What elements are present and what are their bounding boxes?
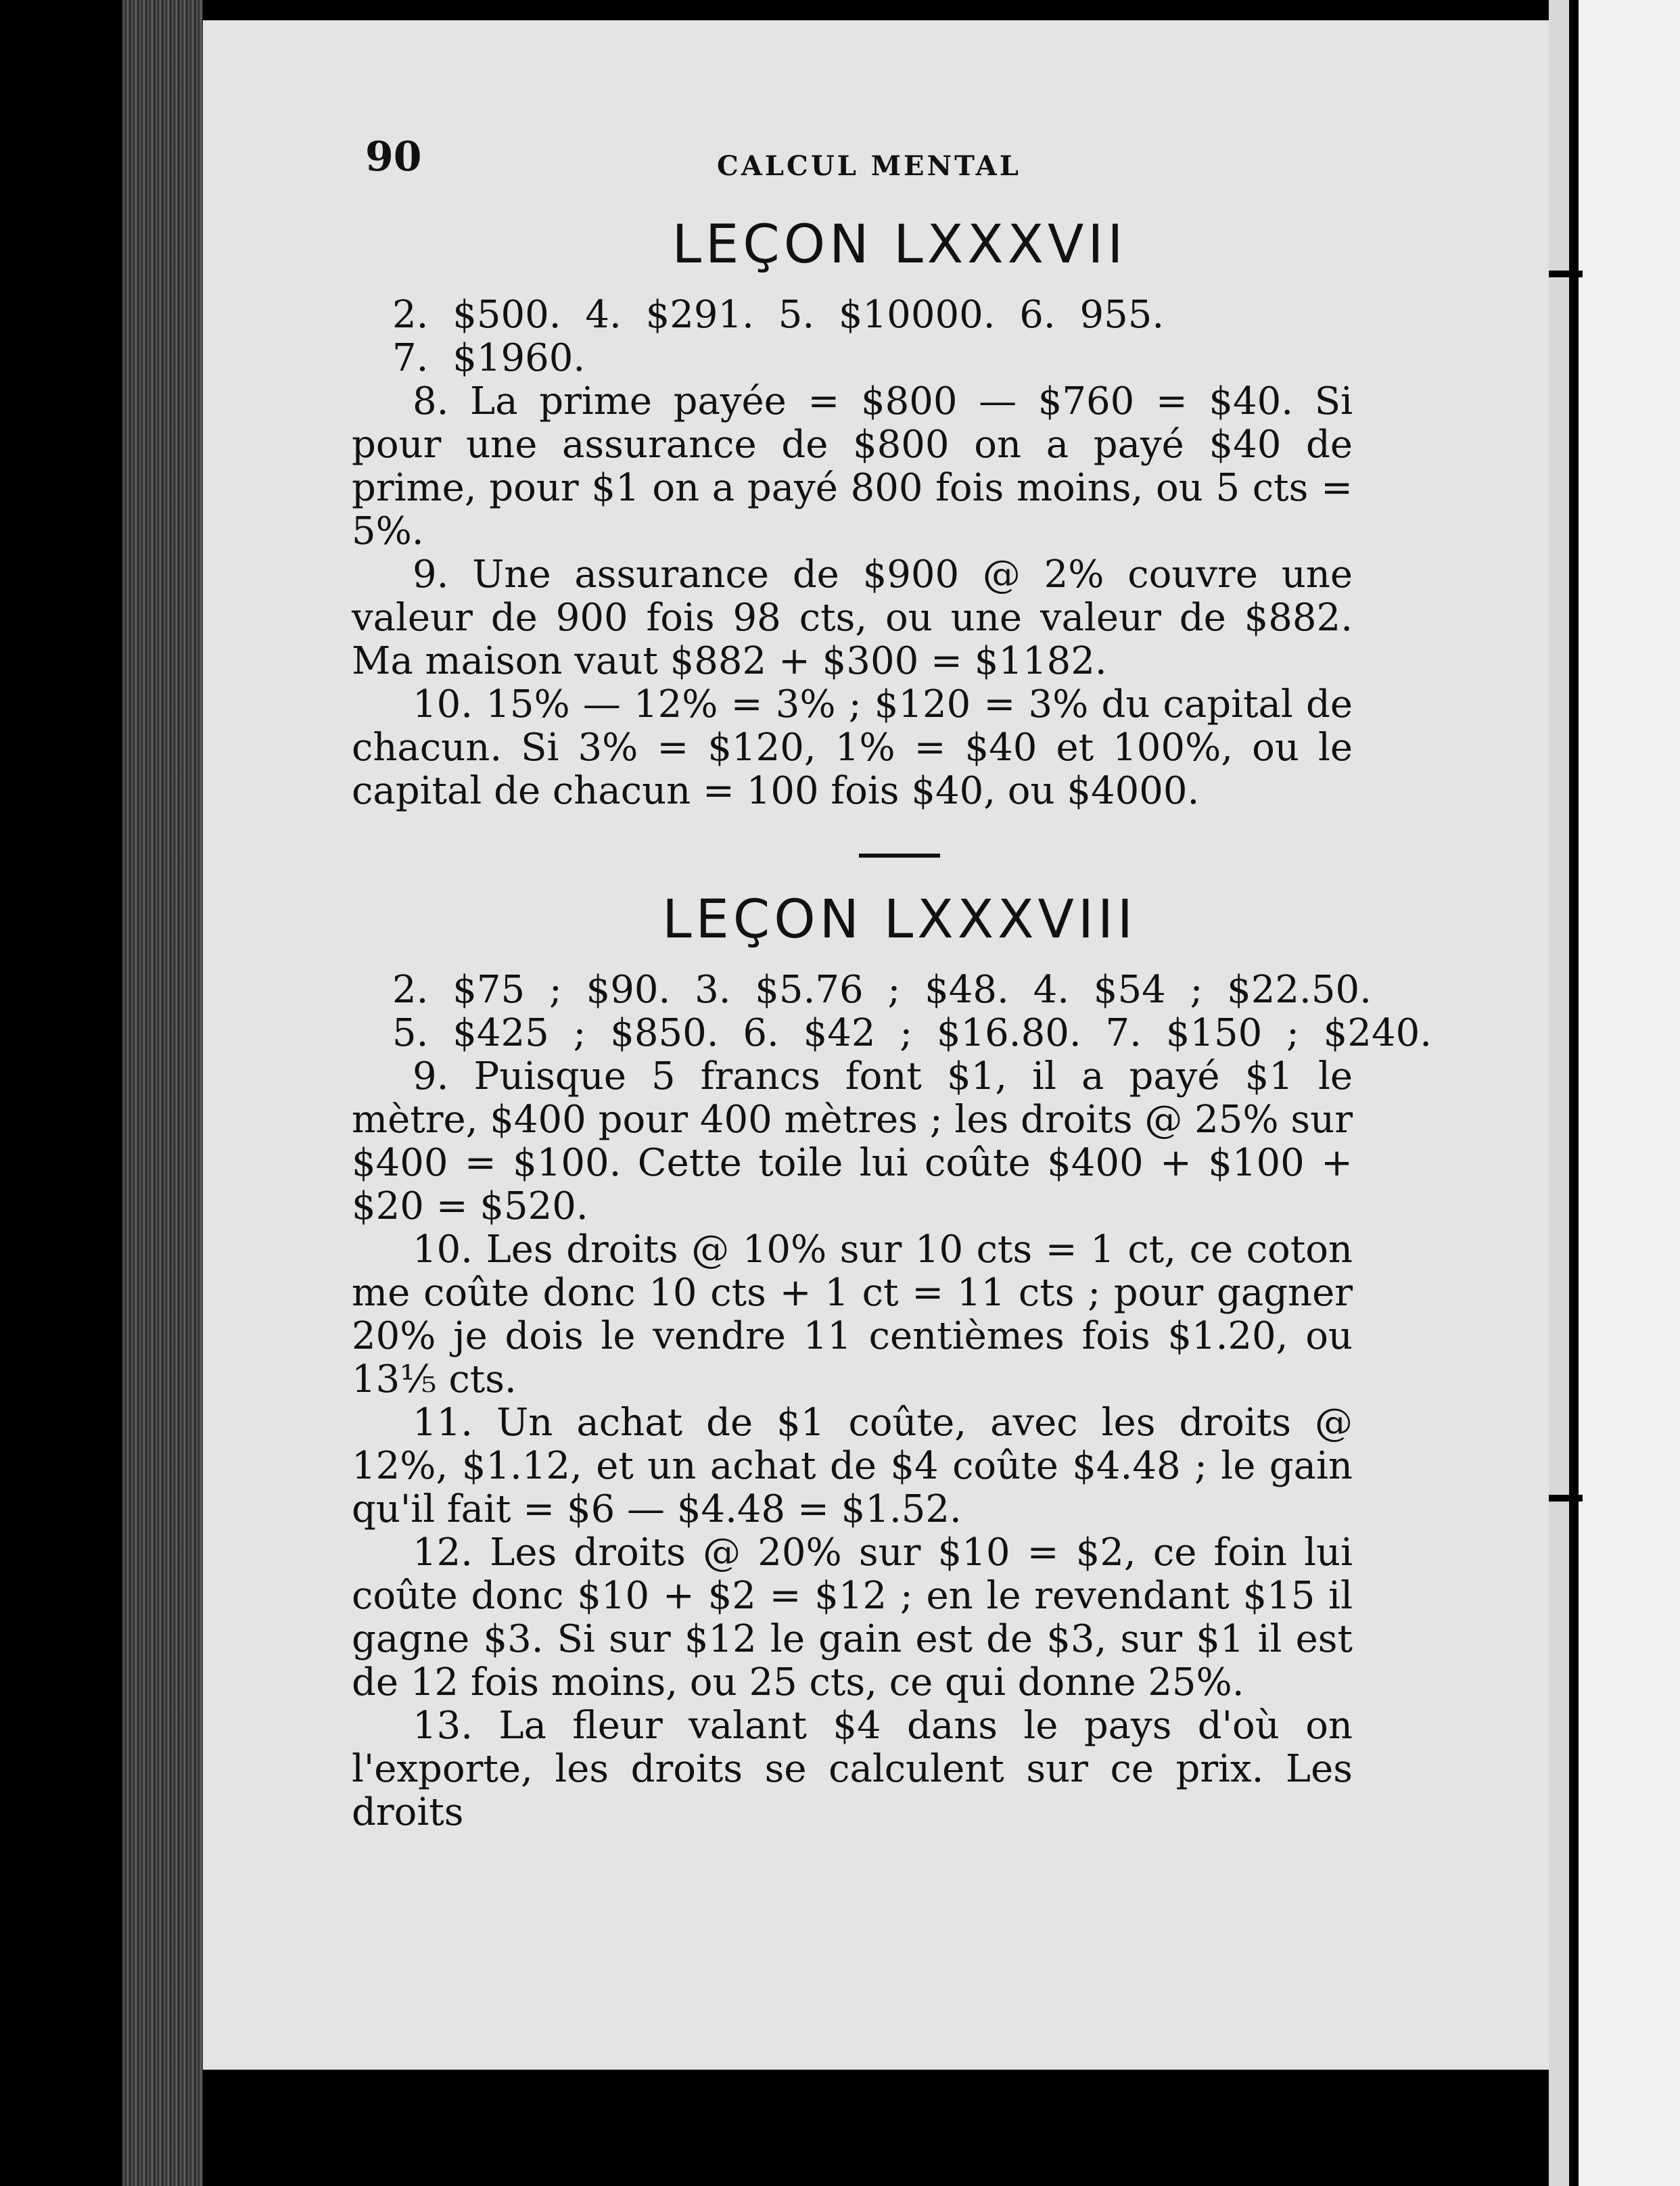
right-margin bbox=[1549, 0, 1569, 2186]
right-border-bar bbox=[1569, 0, 1579, 2186]
answer-line: 2. $75 ; $90. 3. $5.76 ; $48. 4. $54 ; $22.50. bbox=[392, 968, 1372, 1012]
answer-paragraph: 9. Une assurance de $900 @ 2% couvre une valeur de 900 fois 98 cts, ou une valeur de $882. Ma maison vaut $882 + $300 = $1182. bbox=[352, 553, 1353, 683]
answer-paragraph: 8. La prime payée = $800 — $760 = $40. Si pour une assurance de $800 on a payé $40 de prime, pour $1 on a payé 800 fois moins, ou 5 cts = 5%. bbox=[352, 379, 1353, 553]
book-spine-edge bbox=[122, 0, 203, 2186]
page-number: 90 bbox=[365, 133, 422, 181]
right-strip bbox=[1579, 0, 1680, 2186]
lesson-title: LEÇON LXXXVIII bbox=[662, 889, 1137, 950]
answer-line: 5. $425 ; $850. 6. $42 ; $16.80. 7. $150 ; $240. bbox=[392, 1011, 1432, 1055]
answer-paragraph: 12. Les droits @ 20% sur $10 = $2, ce foin lui coûte donc $10 + $2 = $12 ; en le revendant $15 il gagne $3. Si sur $12 le gain est de $3, sur $1 il est de 12 fois moins, ou 25 cts, ce qui donne 25%. bbox=[352, 1531, 1353, 1704]
section-divider bbox=[859, 854, 940, 858]
answer-paragraph: 10. Les droits @ 10% sur 10 cts = 1 ct, ce coton me coûte donc 10 cts + 1 ct = 11 cts ; pour gagner 20% je dois le vendre 11 centièmes fois $1.20, ou 13⅕ cts. bbox=[352, 1228, 1353, 1401]
answer-paragraph: 11. Un achat de $1 coûte, avec les droits @ 12%, $1.12, et un achat de $4 coûte $4.48 ; le gain qu'il fait = $6 — $4.48 = $1.52. bbox=[352, 1401, 1353, 1531]
page-content bbox=[352, 133, 1432, 1834]
running-head bbox=[352, 135, 1353, 196]
answer-paragraph: 9. Puisque 5 francs font $1, il a payé $1 le mètre, $400 pour 400 mètres ; les droits @ 25% sur $400 = $100. Cette toile lui coûte $400 + $100 + $20 = $520. bbox=[352, 1054, 1353, 1228]
answer-paragraph: 10. 15% — 12% = 3% ; $120 = 3% du capital de chacun. Si 3% = $120, 1% = $40 et 100%, ou le capital de chacun = 100 fois $40, ou $4000. bbox=[352, 682, 1353, 813]
binding-tick bbox=[1549, 1495, 1583, 1502]
answer-line: 7. $1960. bbox=[392, 336, 586, 380]
answer-paragraph: 13. La fleur valant $4 dans le pays d'où on l'exporte, les droits se calculent sur ce prix. Les droits bbox=[352, 1704, 1353, 1834]
running-title: CALCUL MENTAL bbox=[717, 150, 1021, 182]
binding-tick bbox=[1549, 271, 1583, 277]
answer-line: 2. $500. 4. $291. 5. $10000. 6. 955. bbox=[392, 293, 1165, 337]
lesson-title: LEÇON LXXXVII bbox=[672, 214, 1127, 275]
